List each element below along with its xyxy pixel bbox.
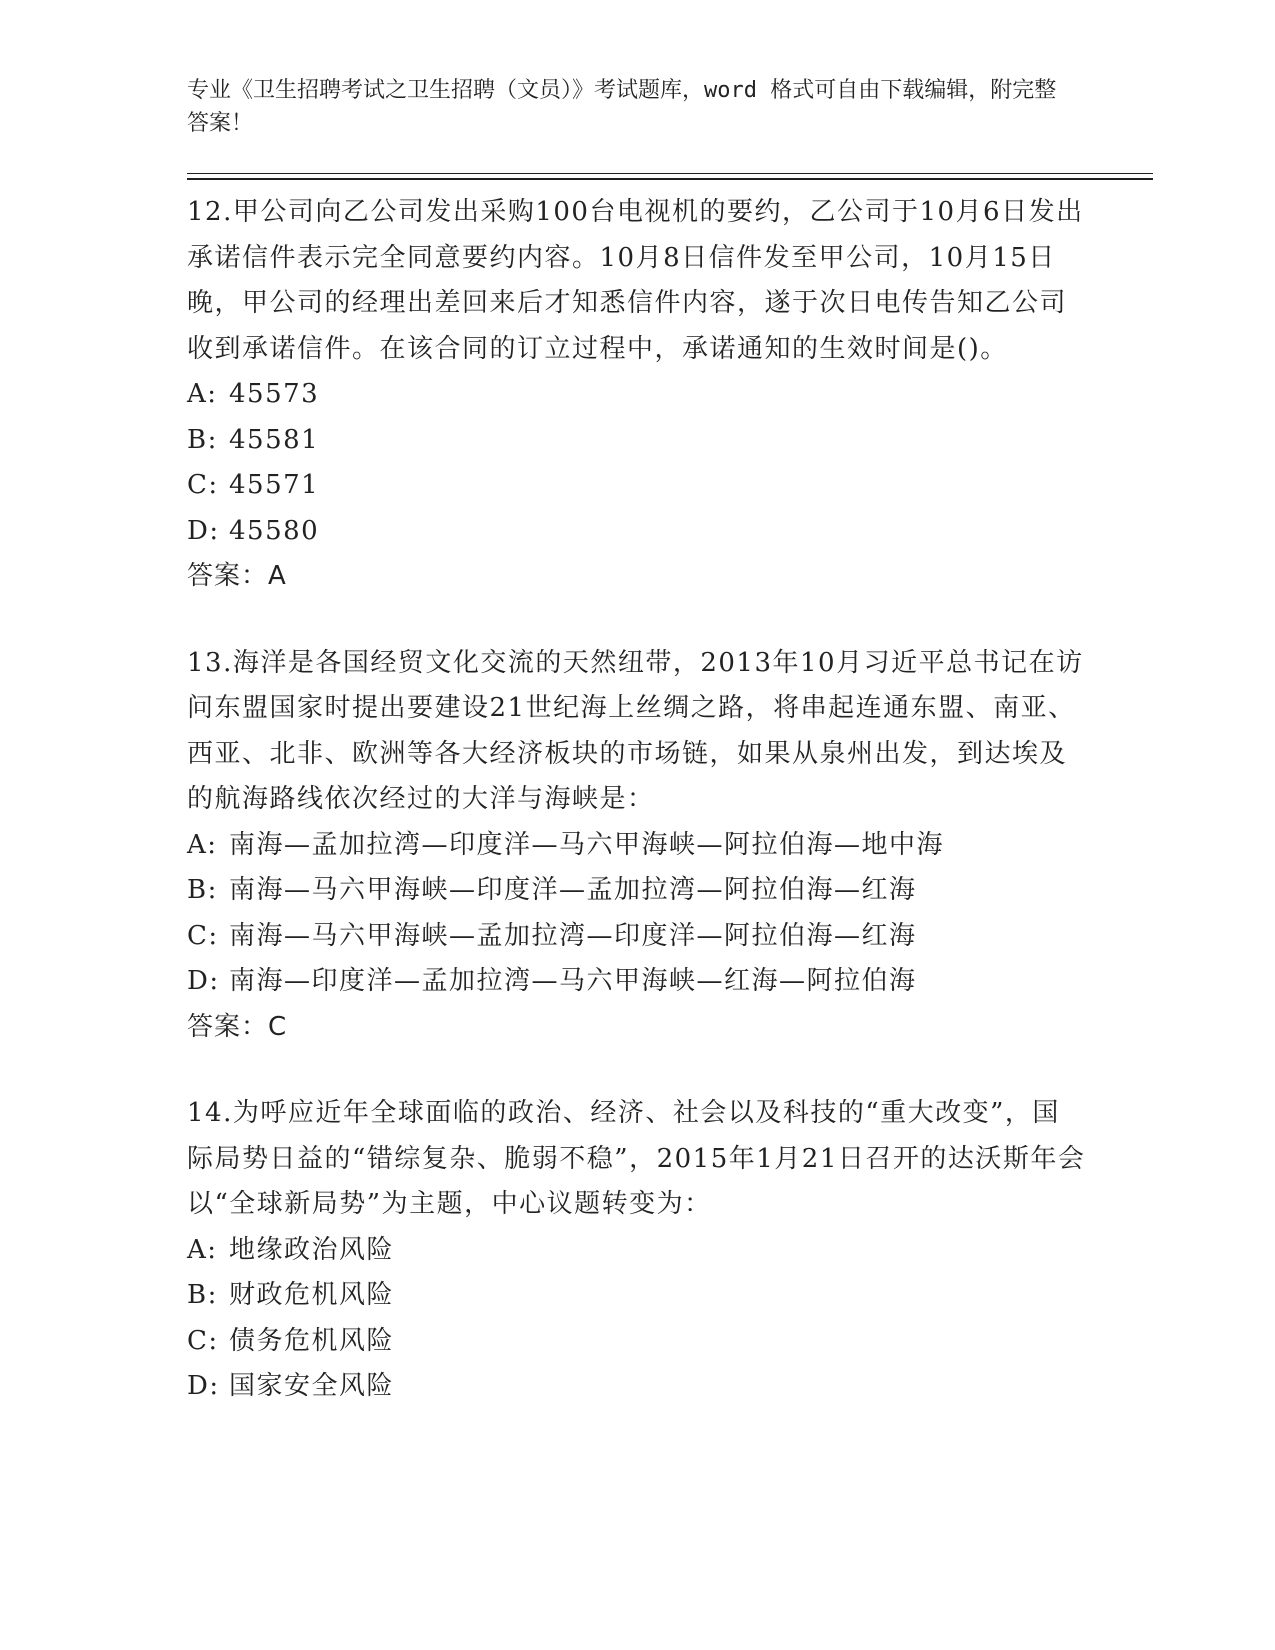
option-c xyxy=(187,1319,1087,1365)
option-text: 财政危机风险 xyxy=(229,1280,395,1310)
option-text: 45571 xyxy=(229,470,320,500)
answer-line: 答案：C xyxy=(187,1011,288,1042)
question-list xyxy=(187,190,1087,1451)
option-text: 地缘政治风险 xyxy=(229,1234,395,1265)
option-key: B: xyxy=(187,1280,218,1310)
option-c xyxy=(187,463,1087,509)
question-14 xyxy=(187,1091,1087,1410)
answer-line: 答案：A xyxy=(187,561,287,591)
option-key: D: xyxy=(187,1371,220,1401)
option-text: 45581 xyxy=(229,424,320,455)
question-stem: 13.海洋是各国经贸文化交流的天然纽带，2013年10月习近平总书记在访问东盟国家时提出要建设21世纪海上丝绸之路，将串起连通东盟、南亚、西亚、北非、欧洲等各大经济板块的市场链，如果从泉州出发，到达埃及的航海路线依次经过的大洋与海峡是： xyxy=(187,647,1084,814)
option-key: A: xyxy=(187,1234,218,1265)
option-key: C: xyxy=(187,470,219,500)
option-key: C: xyxy=(187,920,219,951)
option-b xyxy=(187,1273,1087,1319)
option-key: B: xyxy=(187,875,218,905)
header-divider-thin xyxy=(187,173,1153,174)
question-stem: 12.甲公司向乙公司发出采购100台电视机的要约，乙公司于10月6日发出承诺信件表示完全同意要约内容。10月8日信件发至甲公司，10月15日晚，甲公司的经理出差回来后才知悉信件内容，遂于次日电传告知乙公司收到承诺信件。在该合同的订立过程中，承诺通知的生效时间是()。 xyxy=(187,197,1084,364)
option-b xyxy=(187,868,1087,914)
option-c xyxy=(187,914,1087,960)
option-a xyxy=(187,372,1087,418)
option-text: 南海—马六甲海峡—印度洋—孟加拉湾—阿拉伯海—红海 xyxy=(229,875,917,905)
option-d xyxy=(187,1364,1087,1410)
question-stem: 14.为呼应近年全球面临的政治、经济、社会以及科技的“重大改变”，国际局势日益的“错综复杂、脆弱不稳”，2015年1月21日召开的达沃斯年会以“全球新局势”为主题，中心议题转变为： xyxy=(187,1098,1086,1219)
option-text: 南海—印度洋—孟加拉湾—马六甲海峡—红海—阿拉伯海 xyxy=(229,966,917,996)
document-header: 专业《卫生招聘考试之卫生招聘（文员）》考试题库，word 格式可自由下载编辑，附完整答案！ xyxy=(187,78,1057,136)
option-key: A: xyxy=(187,379,218,409)
option-key: D: xyxy=(187,966,220,996)
option-text: 南海—马六甲海峡—孟加拉湾—印度洋—阿拉伯海—红海 xyxy=(229,920,917,951)
option-text: 45580 xyxy=(229,515,320,546)
option-a xyxy=(187,823,1087,869)
option-a xyxy=(187,1228,1087,1274)
option-b xyxy=(187,418,1087,464)
option-text: 45573 xyxy=(229,379,320,409)
option-text: 国家安全风险 xyxy=(229,1371,395,1401)
option-d xyxy=(187,959,1087,1005)
option-key: C: xyxy=(187,1325,219,1356)
question-12 xyxy=(187,190,1087,600)
option-text: 债务危机风险 xyxy=(229,1325,395,1356)
option-text: 南海—孟加拉湾—印度洋—马六甲海峡—阿拉伯海—地中海 xyxy=(229,829,945,860)
header-divider-thick xyxy=(187,178,1153,180)
option-key: D: xyxy=(187,515,220,546)
question-13 xyxy=(187,641,1087,1051)
option-d xyxy=(187,509,1087,555)
option-key: A: xyxy=(187,829,218,860)
option-key: B: xyxy=(187,424,218,455)
